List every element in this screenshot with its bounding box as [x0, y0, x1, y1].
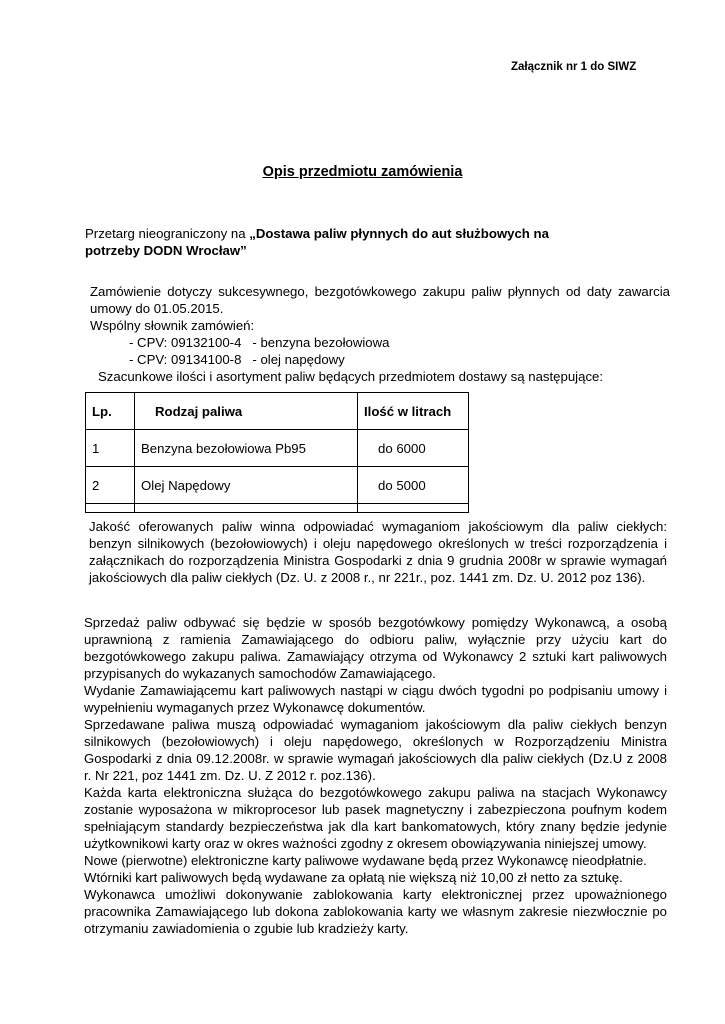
scope-section [90, 283, 670, 385]
row-fuel-type: Benzyna bezołowiowa Pb95 [135, 430, 358, 467]
table-header-row [86, 393, 469, 430]
paragraph: Wykonawca umożliwi dokonywanie zablokowania karty elektronicznej przez upoważnionego pracownika Zamawiającego lub dokona zablokowania karty we własnym zakresie niezwłocznie po otrzymaniu zawiadomienia o zgubie lub kradzieży karty. [84, 887, 667, 936]
vocab-label: Wspólny słownik zamówień: [90, 318, 255, 333]
paragraph: Wtórniki kart paliwowych będą wydawane za opłatą nie większą niż 10,00 zł netto za sztukę. [84, 870, 623, 885]
row-lp: 1 [86, 430, 135, 467]
paragraph: Wydanie Zamawiającemu kart paliwowych nastąpi w ciągu dwóch tygodni po podpisaniu umowy i wypełnieniu wymaganych przez Wykonawcę dokumentów. [84, 683, 667, 715]
quality-paragraph: Jakość oferowanych paliw winna odpowiadać wymaganiom jakościowym dla paliw ciekłych: benzyn silnikowych (bezołowiowych) i oleju napędowego określonych w treści rozporządzenia i załącznikach do rozporządzenia Ministra Gospodarki z dnia 9 grudnia 2008r w sprawie wymagań jakościowych dla paliw ciekłych (Dz. U. z 2008 r., nr 221r., poz. 1441 zm. Dz. U. 2012 poz 136). [89, 519, 667, 585]
intro-prefix: Przetarg nieograniczony na [85, 226, 250, 241]
paragraph: Sprzedaż paliw odbywać się będzie w sposób bezgotówkowy pomiędzy Wykonawcą, a osobą uprawnioną z ramienia Zamawiającego do odbioru paliw, wyłącznie przy użyciu kart do bezgotówkowego zakupu paliwa. Zamawiający otrzyma od Wykonawcy 2 sztuki kart paliwowych przypisanych do wykazanych samochodów Zamawiającego. [84, 615, 667, 681]
cpv-item: - CPV: 09134100-8 - olej napędowy [129, 352, 345, 367]
table-row [86, 430, 469, 467]
conditions-section [84, 614, 667, 937]
table-empty-row [86, 504, 469, 513]
paragraph: Nowe (pierwotne) elektroniczne karty paliwowe wydawane będą przez Wykonawcę nieodpłatnie. [84, 853, 647, 868]
row-lp: 2 [86, 467, 135, 504]
tender-intro [85, 225, 585, 259]
intro-title-line1: „Dostawa paliw płynnych do aut służbowych na [249, 226, 549, 241]
estimate-text: Szacunkowe ilości i asortyment paliw będących przedmiotem dostawy są następujące: [98, 369, 604, 384]
intro-title-line2: potrzeby DODN Wrocław” [85, 243, 247, 258]
fuel-table [85, 392, 469, 513]
table-row [86, 467, 469, 504]
row-fuel-type: Olej Napędowy [135, 467, 358, 504]
row-quantity: do 5000 [358, 467, 469, 504]
cpv-item: - CPV: 09132100-4 - benzyna bezołowiowa [129, 335, 390, 350]
paragraph: Sprzedawane paliwa muszą odpowiadać wymaganiom jakościowym dla paliw ciekłych benzyn silnikowych (bezołowiowych) i oleju napędowego, określonych w Rozporządzeniu Ministra Gospodarki z dnia 09.12.2008r. w sprawie wymagań jakościowych dla paliw ciekłych (Dz.U z 2008 r. Nr 221, poz 1441 zm. Dz. U. Z 2012 r. poz.136). [84, 717, 667, 783]
row-quantity: do 6000 [358, 430, 469, 467]
header-fuel-type: Rodzaj paliwa [135, 393, 358, 430]
header-quantity: Ilość w litrach [358, 393, 469, 430]
paragraph: Każda karta elektroniczna służąca do bezgotówkowego zakupu paliwa na stacjach Wykonawcy zostanie wyposażona w mikroprocesor lub pasek magnetyczny i zabezpieczona poufnym kodem spełniającym standardy bezpieczeństwa jak dla kart bankomatowych, który znany będzie jedynie użytkownikowi karty oraz w okres ważności zgodny z okresem obowiązywania niniejszej umowy. [84, 785, 667, 851]
page-title: Opis przedmiotu zamówienia [262, 164, 463, 180]
scope-text: Zamówienie dotyczy sukcesywnego, bezgotówkowego zakupu paliw płynnych od daty zawarcia umowy do 01.05.2015. [90, 284, 670, 316]
header-lp: Lp. [86, 393, 135, 430]
attachment-label: Załącznik nr 1 do SIWZ [511, 61, 637, 73]
